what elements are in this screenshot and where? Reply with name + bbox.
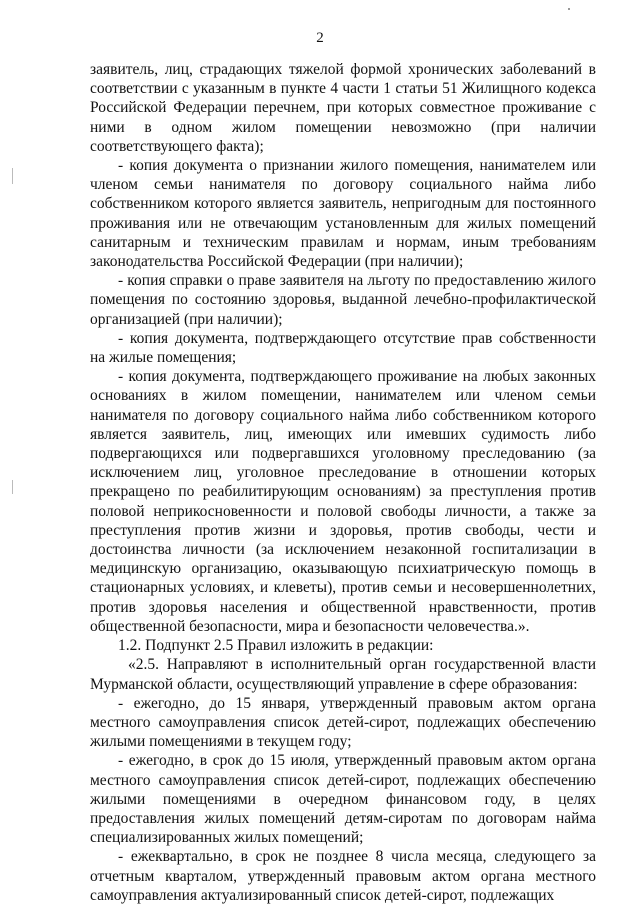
paragraph-list-item: - ежегодно, в срок до 15 июля, утвержденный правовым актом органа местного самоуправления список детей-сирот, подлежащих обеспечению жилыми помещениями в очередном финансовом году, в целях предоставления жилых помещений детям-сиротам по договорам найма специализированных жилых помещений;: [90, 752, 596, 847]
paragraph-list-item: - копия документа о признании жилого помещения, нанимателем или членом семьи нанимателя по договору социального найма либо собственником которого является заявитель, непригодным для постоянного проживания или не отвечающим установленным для жилых помещений санитарным и техническим правилам и нормам, иным требованиям законодательства Российской Федерации (при наличии);: [90, 157, 596, 271]
paragraph-list-item: - копия документа, подтверждающего проживание на любых законных основаниях в жилом помещении, нанимателем или членом семьи нанимателя по договору социального найма либо собственником которого является заявитель, лиц, имеющих или имевших судимость либо подвергающихся или подвергавшихся уголовному преследованию (за исключением лиц, уголовное преследование в отношении которых прекращено по реабилитирующим основаниям) за преступления против половой неприкосновенности и половой свободы личности, а также за преступления против жизни и здоровья, против свободы, чести и достоинства личности (за исключением незаконной госпитализации в медицинскую организацию, оказывающую психиатрическую помощь в стационарных условиях, и клеветы), против семьи и несовершеннолетних, против здоровья населения и общественной нравственности, против общественной безопасности, мира и безопасности человечества.».: [90, 368, 596, 635]
document-body: [90, 60, 596, 905]
paragraph-subclause: 1.2. Подпункт 2.5 Правил изложить в редакции:: [118, 637, 434, 655]
paragraph-list-item: - ежегодно, до 15 января, утвержденный правовым актом органа местного самоуправления список детей-сирот, подлежащих обеспечению жилыми помещениями в текущем году;: [90, 694, 596, 751]
paragraph-list-item: - копия справки о праве заявителя на льготу по предоставлению жилого помещения по состоянию здоровья, выданной лечебно-профилактической организацией (при наличии);: [90, 272, 596, 328]
page-number: 2: [316, 30, 324, 46]
scan-artifact-line: [12, 480, 13, 494]
paragraph-continuation: заявитель, лиц, страдающих тяжелой формой хронических заболеваний в соответствии с указанным в пункте 4 части 1 статьи 51 Жилищного кодекса Российской Федерации перечнем, при которых совместное проживание с ними в одном жилом помещении невозможно (при наличии соответствующего факта);: [90, 61, 596, 155]
paragraph-list-item: - ежеквартально, в срок не позднее 8 числа месяца, следующего за отчетным кварталом, утвержденный правовым актом органа местного самоуправления актуализированный список детей-сирот, подлежащих: [90, 848, 596, 904]
paragraph-list-item: - копия документа, подтверждающего отсутствие прав собственности на жилые помещения;: [90, 329, 596, 367]
paragraph-quoted-clause: «2.5. Направляют в исполнительный орган государственной власти Мурманской области, осуществляющий управление в сфере образования:: [90, 656, 596, 693]
scan-artifact-line: [12, 168, 13, 184]
scan-artifact-dot: [568, 8, 570, 10]
